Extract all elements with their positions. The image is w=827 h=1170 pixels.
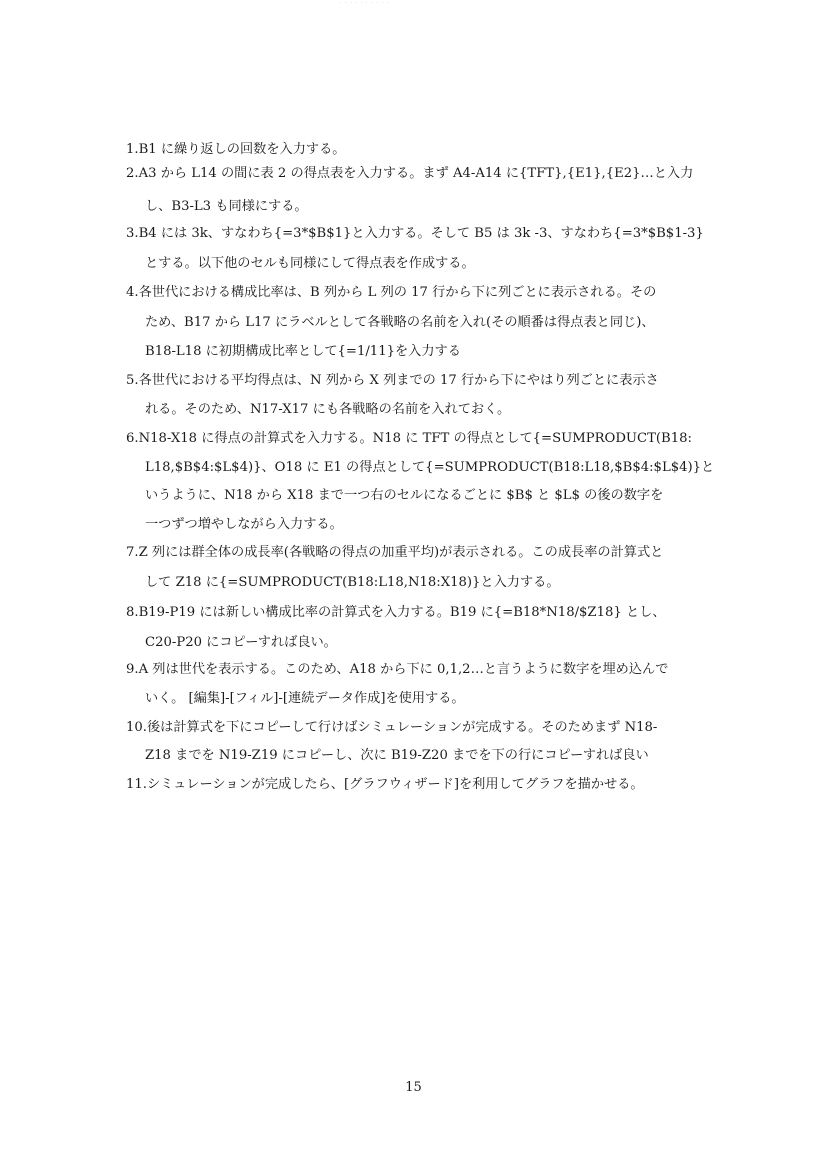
step-7-line-1: 7.Z 列には群全体の成長率(各戦略の得点の加重平均)が表示される。この成長率の計算式と [126,545,664,560]
header-mark: · · · · · · · · · · [340,0,390,6]
step-2-line-1: 2.A3 から L14 の間に表 2 の得点表を入力する。まず A4-A14 に{TFT},{E1},{E2}…と入力 [126,166,694,181]
step-3-line-1: 3.B4 には 3k、すなわち{=3*$B$1}と入力する。そして B5 は 3k -3、すなわち{=3*$B$1-3} [126,226,704,241]
step-8-line-2: C20-P20 にコピーすれば良い。 [145,635,337,650]
step-9-line-2: いく。 [編集]-[フィル]-[連続データ作成]を使用する。 [145,691,465,706]
step-3-line-2: とする。以下他のセルも同様にして得点表を作成する。 [145,256,475,271]
step-5-line-2: れる。そのため、N17-X17 にも各戦略の名前を入れておく。 [145,402,511,417]
step-5-line-1: 5.各世代における平均得点は、N 列から X 列までの 17 行から下にやはり列ごとに表示さ [126,373,659,388]
step-6-line-3: いうように、N18 から X18 まで一つ右のセルになるごとに $B$ と $L$ の後の数字を [145,488,664,503]
step-4-line-1: 4.各世代における構成比率は、B 列から L 列の 17 行から下に列ごとに表示される。その [126,285,657,300]
step-6-line-1: 6.N18-X18 に得点の計算式を入力する。N18 に TFT の得点として{=SUMPRODUCT(B18: [126,431,692,446]
step-11-line-1: 11.シミュレーションが完成したら、[グラフウィザード]を利用してグラフを描かせる。 [126,777,644,792]
step-6-line-4: 一つずつ増やしながら入力する。 [145,517,343,532]
step-1-line-1: 1.B1 に繰り返しの回数を入力する。 [126,142,346,157]
page-number: 15 [405,1080,422,1095]
step-8-line-1: 8.B19-P19 には新しい構成比率の計算式を入力する。B19 に{=B18*N18/$Z18} とし、 [126,605,666,620]
step-9-line-1: 9.A 列は世代を表示する。このため、A18 から下に 0,1,2…と言うように数字を埋め込んで [126,662,669,677]
step-2-line-2: し、B3-L3 も同様にする。 [145,199,308,214]
step-10-line-2: Z18 までを N19-Z19 にコピーし、次に B19-Z20 までを下の行にコピーすれば良い [145,748,649,763]
step-4-line-2: ため、B17 から L17 にラベルとして各戦略の名前を入れ(その順番は得点表と同じ)、 [145,315,655,330]
step-10-line-1: 10.後は計算式を下にコピーして行けばシミュレーションが完成する。そのためまず N18- [126,720,658,735]
step-6-line-2: L18,$B$4:$L$4)}、O18 に E1 の得点として{=SUMPRODUCT(B18:L18,$B$4:$L$4)}と [145,460,715,475]
step-7-line-2: して Z18 に{=SUMPRODUCT(B18:L18,N18:X18)}と入力する。 [145,575,560,590]
step-4-line-3: B18-L18 に初期構成比率として{=1/11}を入力する [145,344,461,359]
